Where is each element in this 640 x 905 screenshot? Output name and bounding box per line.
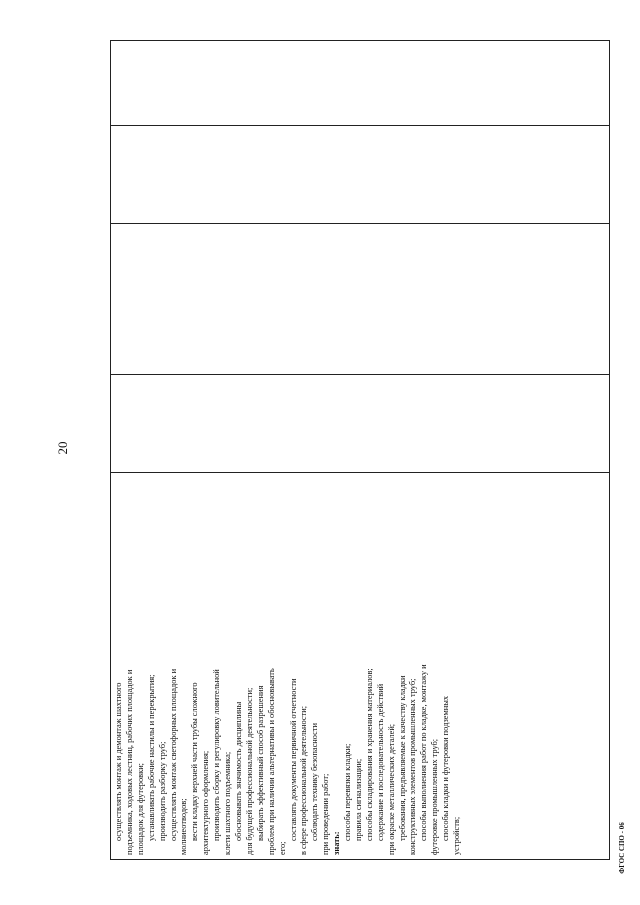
empty-cell-5 bbox=[111, 41, 610, 126]
text-line: производить разборку труб; bbox=[157, 741, 167, 841]
text-line: площадок для футеровки; bbox=[135, 762, 145, 855]
text-line: соблюдать технику безопасности bbox=[310, 722, 320, 841]
empty-cell-4 bbox=[111, 126, 610, 224]
text-line: составлять документы первичной отчетности bbox=[288, 678, 298, 841]
text-line: проблем при наличии альтернативы и обосновывать bbox=[266, 668, 276, 855]
section-heading-know: знать: bbox=[332, 831, 342, 855]
text-line: устройств; bbox=[452, 816, 462, 855]
text-line: содержание и последовательность действий bbox=[375, 683, 385, 841]
text-line: подъемника, ходовых лестниц, рабочих площадок и bbox=[124, 669, 134, 855]
skills-knowledge-cell bbox=[111, 473, 610, 860]
text-line: для будущей профессиональной деятельности; bbox=[244, 687, 254, 855]
text-line: вести кладку верхней части трубы сложного bbox=[190, 682, 200, 841]
text-line: обосновывать значимость дисциплины bbox=[233, 701, 243, 841]
text-line: клети шахтного подъемника; bbox=[223, 751, 233, 855]
empty-cell-3 bbox=[111, 224, 610, 375]
text-line: конструктивных элементов промышленных труб; bbox=[408, 678, 418, 855]
text-line: требования, предъявляемые к качеству кладки bbox=[397, 675, 407, 841]
requirements-table-frame bbox=[110, 40, 610, 860]
text-line: архитектурного оформления; bbox=[201, 750, 211, 855]
footer-document-code: ФГОС СПО - 06 bbox=[618, 822, 626, 874]
empty-cell-2 bbox=[111, 375, 610, 473]
text-line: способы кладки и футеровки подземных bbox=[441, 695, 451, 841]
text-line: футеровке промышленных труб; bbox=[430, 738, 440, 855]
text-line: при проведении работ; bbox=[321, 773, 331, 855]
requirements-table bbox=[110, 40, 610, 860]
text-line: в сфере профессиональной деятельности; bbox=[299, 705, 309, 855]
text-line: способы выполнения работ по кладке, монтажу и bbox=[419, 664, 429, 841]
table-row bbox=[111, 41, 610, 860]
text-line: выбирать эффективный способ разрешения bbox=[255, 685, 265, 841]
text-line: правила сигнализации; bbox=[353, 758, 363, 841]
text-line: осуществлять монтаж светофорных площадок и bbox=[168, 668, 178, 841]
text-line: при окраске металлических деталей; bbox=[386, 723, 396, 855]
text-line: производить сборку и регулировку ловительной bbox=[212, 669, 222, 841]
text-line: осуществлять монтаж и демонтаж шахтного bbox=[114, 682, 123, 841]
text-line: его; bbox=[277, 841, 287, 855]
text-line: устанавливать рабочие настилы и перекрытия; bbox=[146, 674, 156, 841]
skills-knowledge-text bbox=[114, 477, 463, 855]
page-number: 20 bbox=[55, 441, 70, 455]
text-line: способы складирования и хранения материалов; bbox=[364, 668, 374, 841]
text-line: молниеотводов; bbox=[179, 798, 189, 855]
text-line: способы перевязки кладки; bbox=[343, 743, 353, 841]
